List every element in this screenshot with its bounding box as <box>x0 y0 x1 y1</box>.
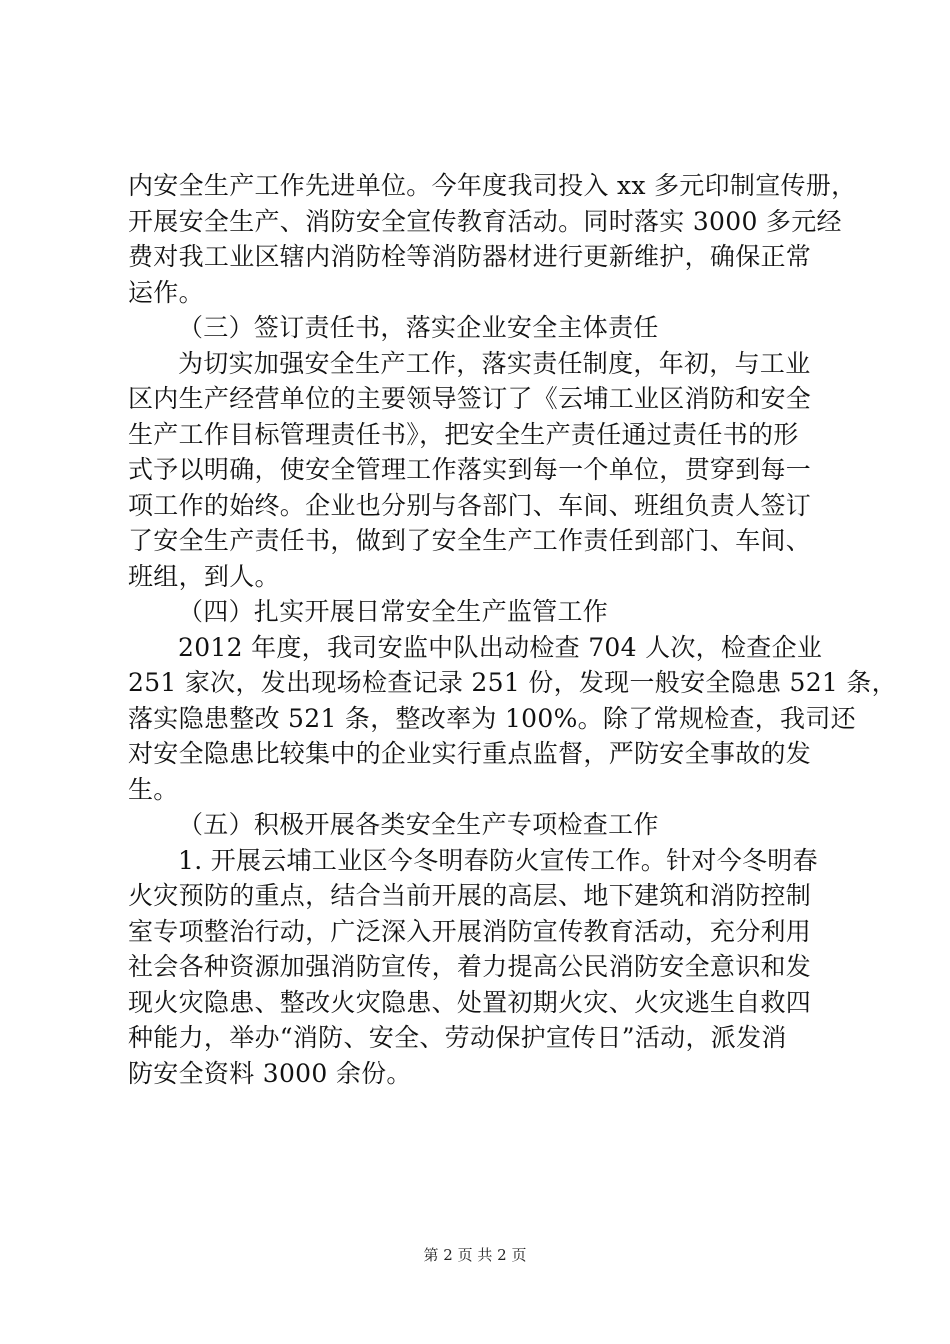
text-line: 区内生产经营单位的主要领导签订了《云埔工业区消防和安全 <box>128 384 812 413</box>
text-line: （五）积极开展各类安全生产专项检查工作 <box>178 810 659 839</box>
text-line: 费对我工业区辖内消防栓等消防器材进行更新维护，确保正常 <box>128 242 812 271</box>
text-line: 2012 年度，我司安监中队出动检查 704 人次，检查企业 <box>178 632 823 662</box>
text-line: 251 家次，发出现场检查记录 251 份，发现一般安全隐患 521 条， <box>128 668 897 697</box>
text-line: 式予以明确，使安全管理工作落实到每一个单位，贯穿到每一 <box>128 455 812 484</box>
text-line: 项工作的始终。企业也分别与各部门、车间、班组负责人签订 <box>128 490 812 520</box>
text-line: 班组，到人。 <box>128 561 280 591</box>
text-line: 火灾预防的重点，结合当前开展的高层、地下建筑和消防控制 <box>128 881 812 910</box>
text-line: 社会各种资源加强消防宣传，着力提高公民消防安全意识和发 <box>128 952 812 981</box>
text-line: 了安全生产责任书，做到了安全生产工作责任到部门、车间、 <box>128 526 812 555</box>
text-line: 开展安全生产、消防安全宣传教育活动。同时落实 3000 多元经 <box>128 206 842 236</box>
text-line: 落实隐患整改 521 条，整改率为 100%。除了常规检查，我司还 <box>128 703 856 733</box>
text-line: 现火灾隐患、整改火灾隐患、处置初期火灾、火灾逃生自救四 <box>128 987 812 1017</box>
text-line: （三）签订责任书，落实企业安全主体责任 <box>178 313 659 342</box>
text-line: 生。 <box>128 774 179 804</box>
text-line: 1. 开展云埔工业区今冬明春防火宣传工作。针对今冬明春 <box>178 845 818 875</box>
text-line: 运作。 <box>128 277 204 307</box>
text-line: 种能力，举办“消防、安全、劳动保护宣传日”活动，派发消 <box>128 1023 787 1052</box>
text-line: 内安全生产工作先进单位。今年度我司投入 xx 多元印制宣传册， <box>128 171 857 200</box>
text-line: 对安全隐患比较集中的企业实行重点监督，严防安全事故的发 <box>128 739 812 768</box>
text-line: （四）扎实开展日常安全生产监管工作 <box>178 597 609 626</box>
text-line: 防安全资料 3000 余份。 <box>128 1058 412 1088</box>
text-line: 为切实加强安全生产工作，落实责任制度，年初，与工业 <box>178 348 811 378</box>
page-footer: 第 2 页 共 2 页 <box>423 1246 527 1264</box>
text-line: 生产工作目标管理责任书》，把安全生产责任通过责任书的形 <box>128 419 799 449</box>
document-body <box>128 168 897 1091</box>
text-line: 室专项整治行动，广泛深入开展消防宣传教育活动，充分利用 <box>128 916 812 946</box>
